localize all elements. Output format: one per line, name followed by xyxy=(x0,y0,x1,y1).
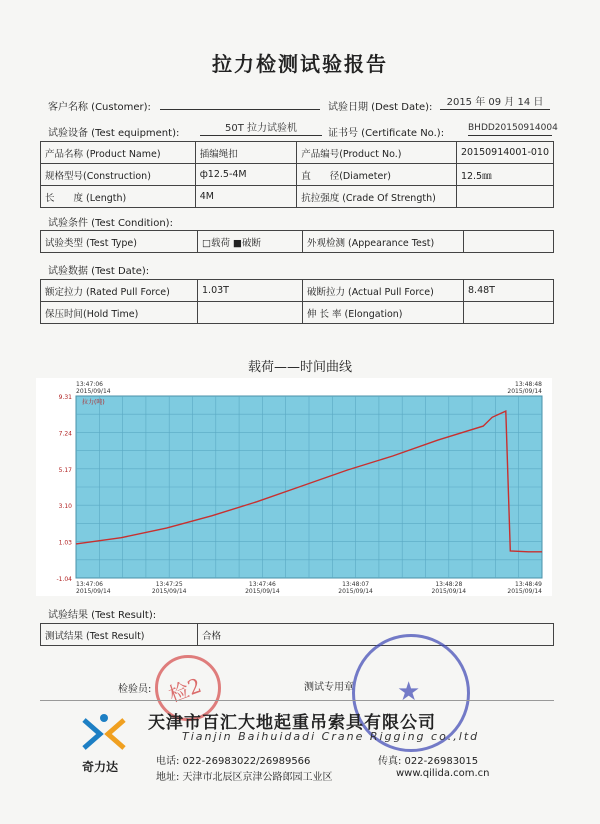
table-row xyxy=(41,164,554,186)
table-row xyxy=(41,142,554,164)
x-tick-time: 13:47:46 xyxy=(248,581,276,588)
company-seal-icon: ★ xyxy=(352,634,470,752)
x-tick-date: 2015/09/14 xyxy=(151,588,187,595)
x-tick-date: 2015/09/14 xyxy=(507,588,542,595)
test-type-options xyxy=(198,231,303,253)
x-tick-time: 13:48:07 xyxy=(342,581,370,588)
inspector-label: 检验员: xyxy=(118,684,152,695)
table-cell: 产品名称 (Product Name) xyxy=(41,142,196,164)
test-type-label: 试验类型 (Test Type) xyxy=(41,231,198,253)
table-cell: 伸 长 率 (Elongation) xyxy=(303,302,464,324)
result-value: 合格 xyxy=(198,624,554,646)
equipment-label: 试验设备 (Test equipment): xyxy=(48,128,180,139)
company-name-en: Tianjin Baihuidadi Crane Rigging co.,ltd xyxy=(182,730,480,743)
table-cell: ф12.5-4M xyxy=(195,164,297,186)
table-cell: 1.03T xyxy=(198,280,303,302)
logo-text: 奇力达 xyxy=(82,760,119,774)
table-row xyxy=(41,280,554,302)
company-address: 地址: 天津市北辰区京津公路郎园工业区 xyxy=(156,772,333,783)
table-cell: 20150914001-010 xyxy=(456,142,553,164)
x-tick-date: 2015/09/14 xyxy=(338,588,373,595)
x-tick-time: 13:47:06 xyxy=(76,581,103,588)
table-row xyxy=(41,624,554,646)
chart-legend: 拉力(吨) xyxy=(82,399,105,406)
y-tick-label: 9.31 xyxy=(58,394,72,401)
y-tick-label: 7.24 xyxy=(58,430,72,438)
table-cell: 保压时间(Hold Time) xyxy=(41,302,198,324)
customer-value xyxy=(160,96,320,110)
table-cell: 规格型号(Construction) xyxy=(41,164,196,186)
company-phone: 电话: 022-26983022/26989566 xyxy=(156,756,311,767)
result-section-label: 试验结果 (Test Result): xyxy=(48,610,157,621)
option-break: ■破断 xyxy=(233,237,261,249)
table-cell: 直 径(Diameter) xyxy=(297,164,457,186)
y-tick-label: 3.10 xyxy=(58,503,72,511)
data-table xyxy=(40,279,554,324)
product-table xyxy=(40,141,554,208)
page-title: 拉力检测试验报告 xyxy=(212,52,388,76)
inspector-stamp-icon: 检2 xyxy=(155,655,221,721)
table-row xyxy=(41,231,554,253)
table-cell xyxy=(464,302,554,324)
footer-divider xyxy=(40,700,554,701)
result-table xyxy=(40,623,554,646)
appearance-label: 外观检测 (Appearance Test) xyxy=(303,231,464,253)
y-tick-label: -1.04 xyxy=(56,576,72,583)
table-cell xyxy=(198,302,303,324)
chart-title: 载荷——时间曲线 xyxy=(247,360,352,375)
top-right-time: 13:48:48 xyxy=(515,381,542,388)
test-date-label: 试验日期 (Dest Date): xyxy=(328,102,433,113)
y-tick-label: 5.17 xyxy=(58,466,72,474)
certificate-label: 证书号 (Certificate No.): xyxy=(328,128,445,139)
test-date-value: 2015 年 09 月 14 日 xyxy=(440,96,550,110)
x-tick-time: 13:48:28 xyxy=(435,581,463,588)
table-cell: 破断拉力 (Actual Pull Force) xyxy=(303,280,464,302)
load-time-chart xyxy=(36,378,552,596)
table-cell: 抗拉强度 (Crade Of Strength) xyxy=(297,186,457,208)
table-cell: 4M xyxy=(195,186,297,208)
table-row xyxy=(41,186,554,208)
table-cell xyxy=(456,186,553,208)
table-cell: 12.5㎜ xyxy=(456,164,553,186)
certificate-value: BHDD20150914004 xyxy=(468,122,552,136)
table-cell: 产品编号(Product No.) xyxy=(297,142,457,164)
x-tick-time: 13:48:49 xyxy=(515,581,542,588)
x-tick-date: 2015/09/14 xyxy=(245,588,280,595)
x-tick-date: 2015/09/14 xyxy=(76,588,111,595)
equipment-value: 50T 拉力试验机 xyxy=(200,122,322,136)
table-row xyxy=(41,302,554,324)
option-load: □载荷 xyxy=(202,237,230,249)
x-tick-date: 2015/09/14 xyxy=(431,588,467,595)
table-cell: 额定拉力 (Rated Pull Force) xyxy=(41,280,198,302)
chart-container xyxy=(36,378,552,596)
top-right-date: 2015/09/14 xyxy=(507,388,542,395)
company-website: www.qilida.com.cn xyxy=(396,768,490,779)
company-fax: 传真: 022-26983015 xyxy=(378,756,479,767)
company-name-cn: 天津市百汇大地起重吊索具有限公司 xyxy=(148,713,436,733)
company-logo-icon xyxy=(76,712,132,752)
x-tick-time: 13:47:25 xyxy=(155,581,183,588)
appearance-value xyxy=(464,231,554,253)
result-label: 测试结果 (Test Result) xyxy=(41,624,198,646)
data-section-label: 试验数据 (Test Date): xyxy=(48,266,150,277)
top-left-time: 13:47:06 xyxy=(76,381,103,388)
y-tick-label: 1.03 xyxy=(58,539,72,547)
table-cell: 8.48T xyxy=(464,280,554,302)
table-cell: 插编绳扣 xyxy=(195,142,297,164)
condition-section-label: 试验条件 (Test Condition): xyxy=(48,218,173,229)
condition-table xyxy=(40,230,554,253)
seal-label: 测试专用章 xyxy=(304,682,354,693)
table-cell: 长 度 (Length) xyxy=(41,186,196,208)
customer-label: 客户名称 (Customer): xyxy=(48,102,151,113)
top-left-date: 2015/09/14 xyxy=(76,388,111,395)
